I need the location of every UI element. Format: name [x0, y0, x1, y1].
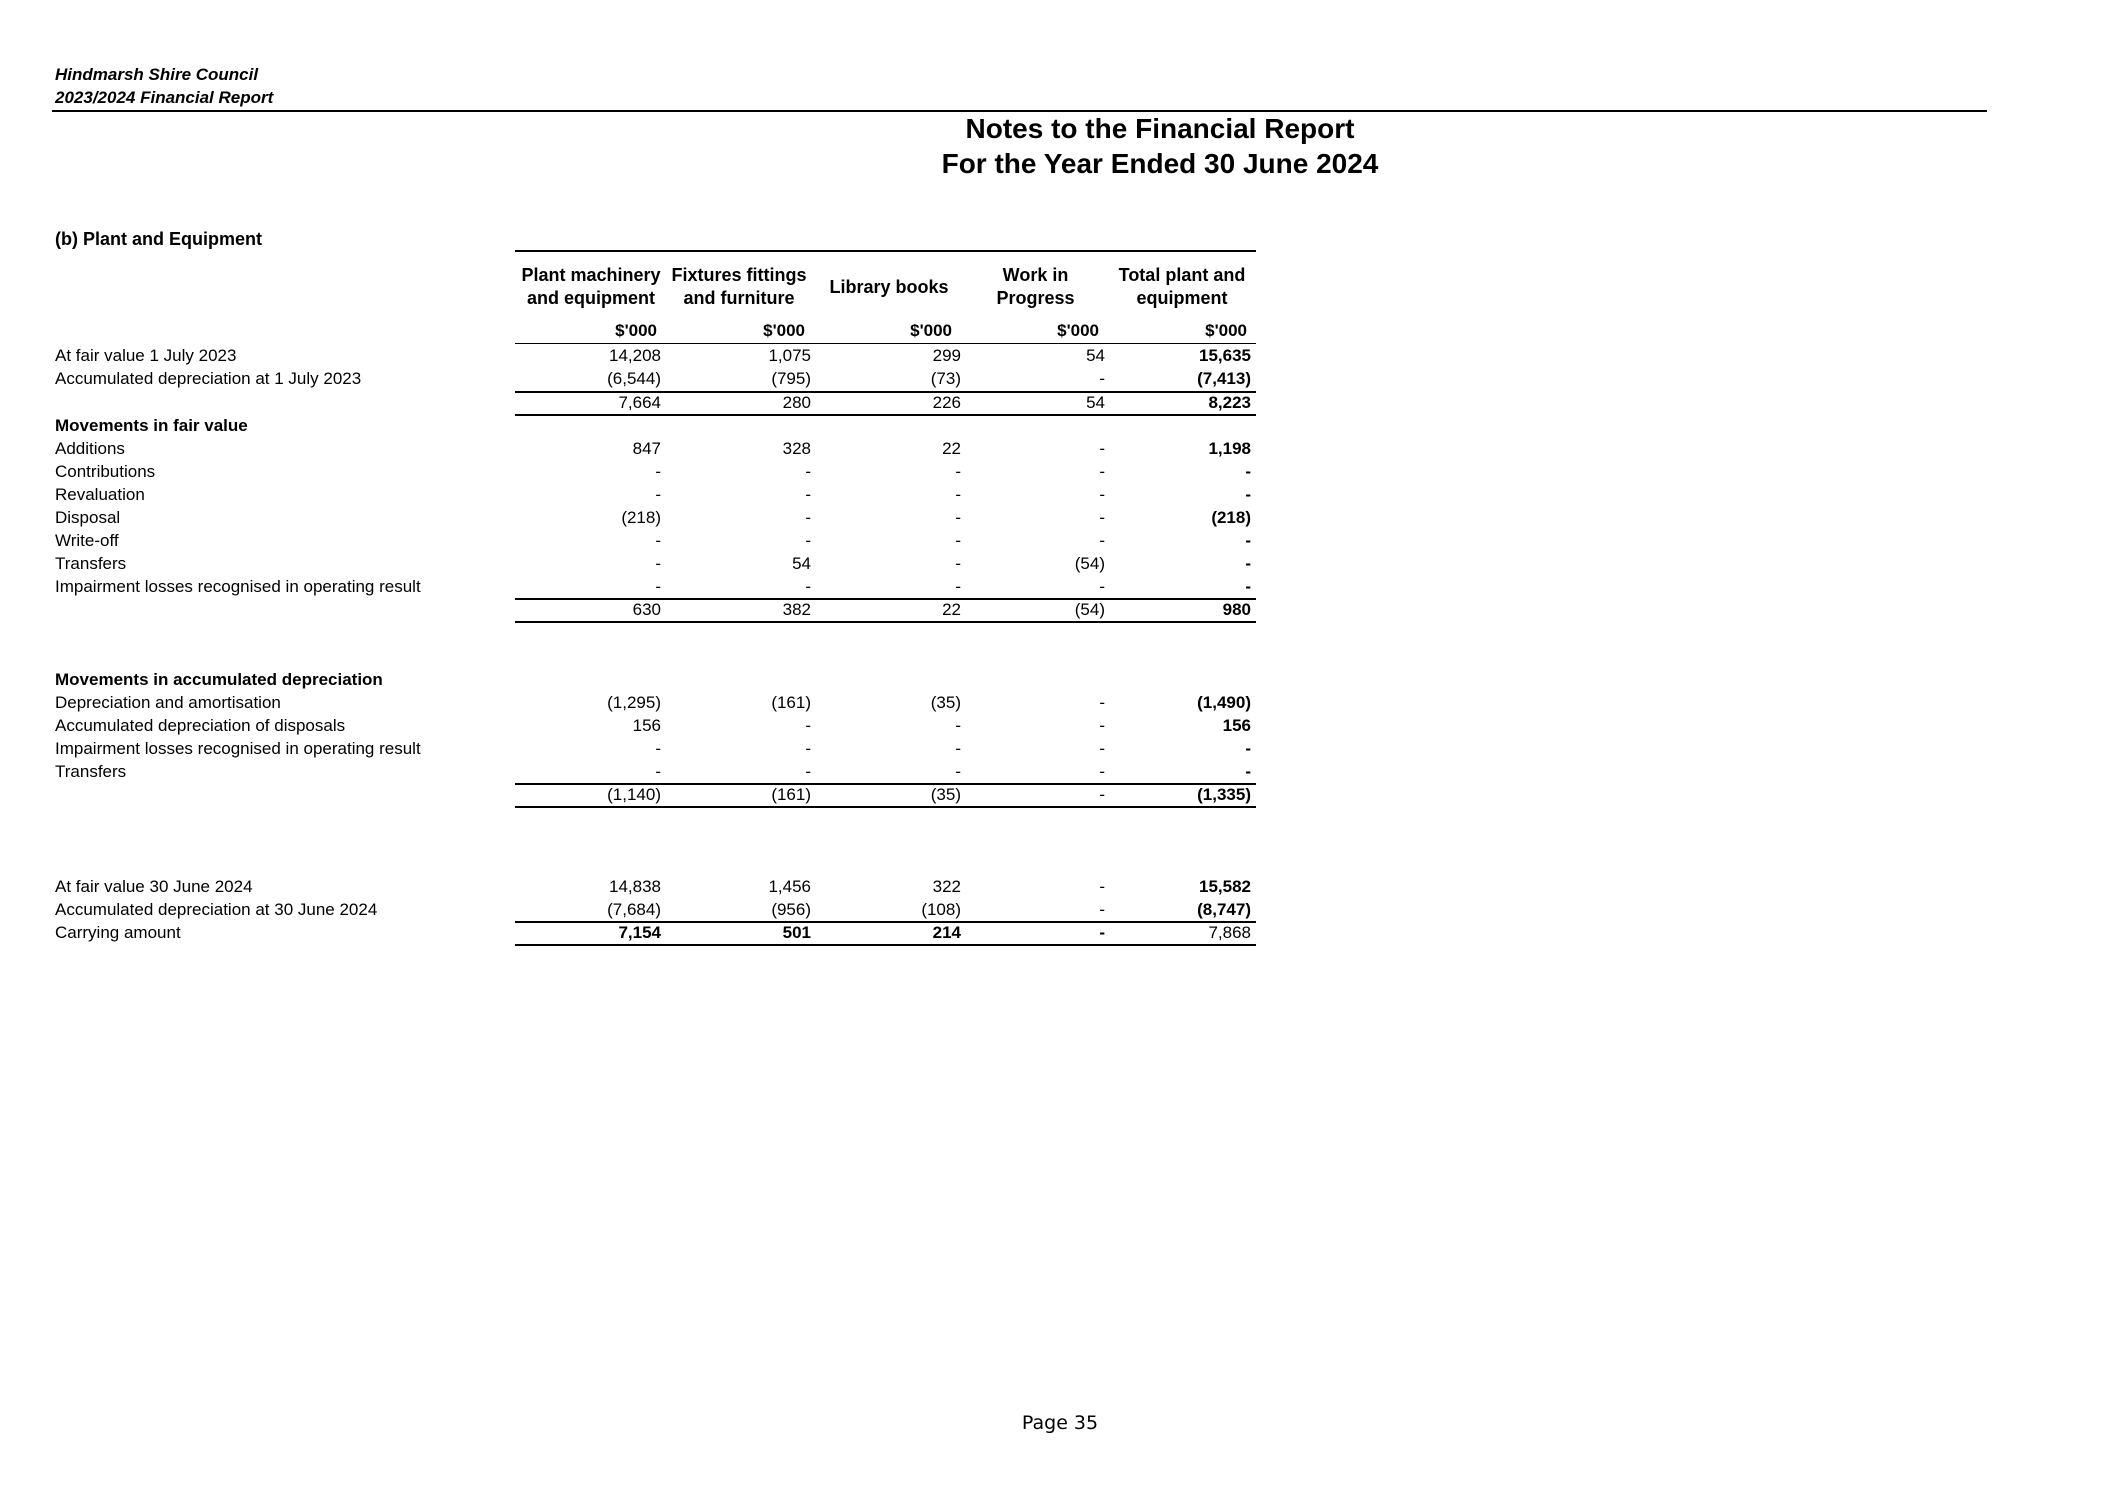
cell: - [805, 739, 811, 758]
cell: - [1099, 369, 1105, 388]
col-header-work-in-progress: Work in Progress [996, 265, 1075, 308]
page-subtitle: For the Year Ended 30 June 2024 [941, 148, 1379, 179]
col-header-library-books: Library books [829, 277, 949, 297]
cell: (1,140) [607, 785, 661, 804]
row-label: Revaluation [55, 485, 145, 504]
cell-total: - [1245, 762, 1251, 781]
cell: - [805, 462, 811, 481]
cell: - [1099, 923, 1105, 942]
cell-total: - [1245, 531, 1251, 550]
row-label: Accumulated depreciation at 30 June 2024 [55, 900, 378, 919]
cell: - [955, 716, 961, 735]
cell: 226 [932, 393, 961, 412]
table-row [0, 506, 2106, 529]
table-row [0, 668, 2106, 691]
cell-total: 156 [1222, 716, 1251, 735]
cell-total: 15,635 [1199, 346, 1251, 365]
cell: (54) [1074, 554, 1105, 573]
cell: - [805, 531, 811, 550]
row-label: Transfers [55, 762, 127, 781]
cell: 14,208 [609, 346, 661, 365]
cell: - [655, 739, 661, 758]
cell-total: (1,335) [1197, 785, 1251, 804]
table-row-subtotal [0, 598, 2106, 621]
cell: - [955, 577, 961, 596]
table-row [0, 552, 2106, 575]
cell: - [955, 462, 961, 481]
row-label: Carrying amount [55, 923, 181, 942]
section-title: (b) Plant and Equipment [55, 229, 262, 249]
cell-total: 7,868 [1208, 923, 1251, 942]
cell: - [1099, 739, 1105, 758]
cell: - [955, 531, 961, 550]
cell: (795) [771, 369, 811, 388]
table-row [0, 575, 2106, 598]
row-label: Disposal [55, 508, 121, 527]
row-label: Contributions [55, 462, 156, 481]
cell: - [955, 762, 961, 781]
report-name: 2023/2024 Financial Report [55, 88, 274, 107]
cell: 22 [942, 600, 961, 619]
cell: - [1099, 716, 1105, 735]
cell-total: (8,747) [1197, 900, 1251, 919]
org-name: Hindmarsh Shire Council [55, 65, 259, 84]
table-row [0, 760, 2106, 783]
cell: - [805, 485, 811, 504]
row-label: Write-off [55, 531, 119, 550]
cell: (73) [930, 369, 961, 388]
cell-total: (1,490) [1197, 693, 1251, 712]
col-unit: $'000 [1057, 321, 1099, 340]
cell: - [955, 485, 961, 504]
cell: - [1099, 693, 1105, 712]
col-unit: $'000 [763, 321, 805, 340]
cell: - [1099, 439, 1105, 458]
cell: 14,838 [609, 877, 661, 896]
cell: (956) [771, 900, 811, 919]
cell: 280 [782, 393, 811, 412]
cell: (7,684) [607, 900, 661, 919]
cell: - [1099, 531, 1105, 550]
col-header-total: Total plant and equipment [1118, 265, 1246, 308]
table-bottom-rule [515, 944, 1256, 946]
row-label: Impairment losses recognised in operating result [55, 577, 421, 596]
cell: 1,075 [768, 346, 811, 365]
cell: - [655, 554, 661, 573]
cell: - [805, 577, 811, 596]
row-label: Additions [55, 439, 125, 458]
table-rule [515, 621, 1256, 623]
table-row [0, 437, 2106, 460]
col-unit: $'000 [910, 321, 952, 340]
cell: - [1099, 508, 1105, 527]
row-label: Transfers [55, 554, 127, 573]
cell: - [1099, 485, 1105, 504]
cell: 54 [792, 554, 811, 573]
page-title: Notes to the Financial Report [965, 113, 1355, 144]
cell: (54) [1074, 600, 1105, 619]
cell-total: (7,413) [1197, 369, 1251, 388]
cell: 54 [1086, 346, 1105, 365]
cell: 847 [632, 439, 661, 458]
table-row-carrying-amount [0, 921, 2106, 944]
col-unit: $'000 [1205, 321, 1247, 340]
cell: - [955, 508, 961, 527]
cell: 328 [782, 439, 811, 458]
table-row [0, 691, 2106, 714]
row-label: Accumulated depreciation at 1 July 2023 [55, 369, 362, 388]
table-top-rule [515, 250, 1256, 252]
cell: - [655, 577, 661, 596]
cell-total: - [1245, 577, 1251, 596]
table-row [0, 414, 2106, 437]
cell: - [1099, 762, 1105, 781]
cell-total: - [1245, 554, 1251, 573]
cell: - [955, 554, 961, 573]
cell: - [805, 716, 811, 735]
cell: 501 [782, 923, 811, 942]
row-label: Impairment losses recognised in operating result [55, 739, 421, 758]
cell: 382 [782, 600, 811, 619]
cell-total: - [1245, 485, 1251, 504]
table-row-subtotal [0, 783, 2106, 806]
row-label: Accumulated depreciation of disposals [55, 716, 346, 735]
page-number: Page 35 [1021, 1412, 1099, 1434]
cell: 1,456 [768, 877, 811, 896]
cell: - [655, 762, 661, 781]
group-heading: Movements in fair value [55, 416, 248, 435]
cell: 630 [632, 600, 661, 619]
cell: - [805, 762, 811, 781]
cell: 214 [932, 923, 961, 942]
cell: (108) [921, 900, 961, 919]
cell: 299 [932, 346, 961, 365]
cell: - [1099, 785, 1105, 804]
cell-total: - [1245, 462, 1251, 481]
cell-total: 1,198 [1208, 439, 1251, 458]
cell: 22 [942, 439, 961, 458]
cell: - [1099, 577, 1105, 596]
cell-total: - [1245, 739, 1251, 758]
cell-total: (218) [1211, 508, 1251, 527]
cell: 156 [632, 716, 661, 735]
cell: (35) [930, 693, 961, 712]
cell: 54 [1086, 393, 1105, 412]
table-row [0, 460, 2106, 483]
cell: - [955, 739, 961, 758]
cell: - [1099, 877, 1105, 896]
cell: - [1099, 900, 1105, 919]
cell: - [805, 508, 811, 527]
table-row [0, 898, 2106, 921]
cell: 322 [932, 877, 961, 896]
row-label: At fair value 30 June 2024 [55, 877, 253, 896]
table-row [0, 875, 2106, 898]
cell: - [655, 485, 661, 504]
cell: (161) [771, 693, 811, 712]
cell-total: 980 [1222, 600, 1251, 619]
table-row [0, 344, 2106, 367]
row-label: At fair value 1 July 2023 [55, 346, 237, 365]
cell: - [655, 531, 661, 550]
table-row [0, 714, 2106, 737]
group-heading: Movements in accumulated depreciation [55, 670, 383, 689]
cell: (1,295) [607, 693, 661, 712]
cell: - [655, 462, 661, 481]
cell: (218) [621, 508, 661, 527]
col-header-fixtures-fittings: Fixtures fittings and furniture [671, 265, 807, 308]
table-row [0, 391, 2106, 414]
cell: (161) [771, 785, 811, 804]
table-row [0, 529, 2106, 552]
cell-total: 15,582 [1199, 877, 1251, 896]
cell: - [1099, 462, 1105, 481]
table-row [0, 367, 2106, 390]
cell: 7,664 [618, 393, 661, 412]
cell-total: 8,223 [1208, 393, 1251, 412]
row-label: Depreciation and amortisation [55, 693, 281, 712]
table-rule [515, 806, 1256, 808]
cell: (35) [930, 785, 961, 804]
cell: 7,154 [618, 923, 661, 942]
table-row [0, 737, 2106, 760]
col-header-plant-machinery: Plant machinery and equipment [521, 265, 661, 308]
cell: (6,544) [607, 369, 661, 388]
table-row [0, 483, 2106, 506]
col-unit: $'000 [615, 321, 657, 340]
